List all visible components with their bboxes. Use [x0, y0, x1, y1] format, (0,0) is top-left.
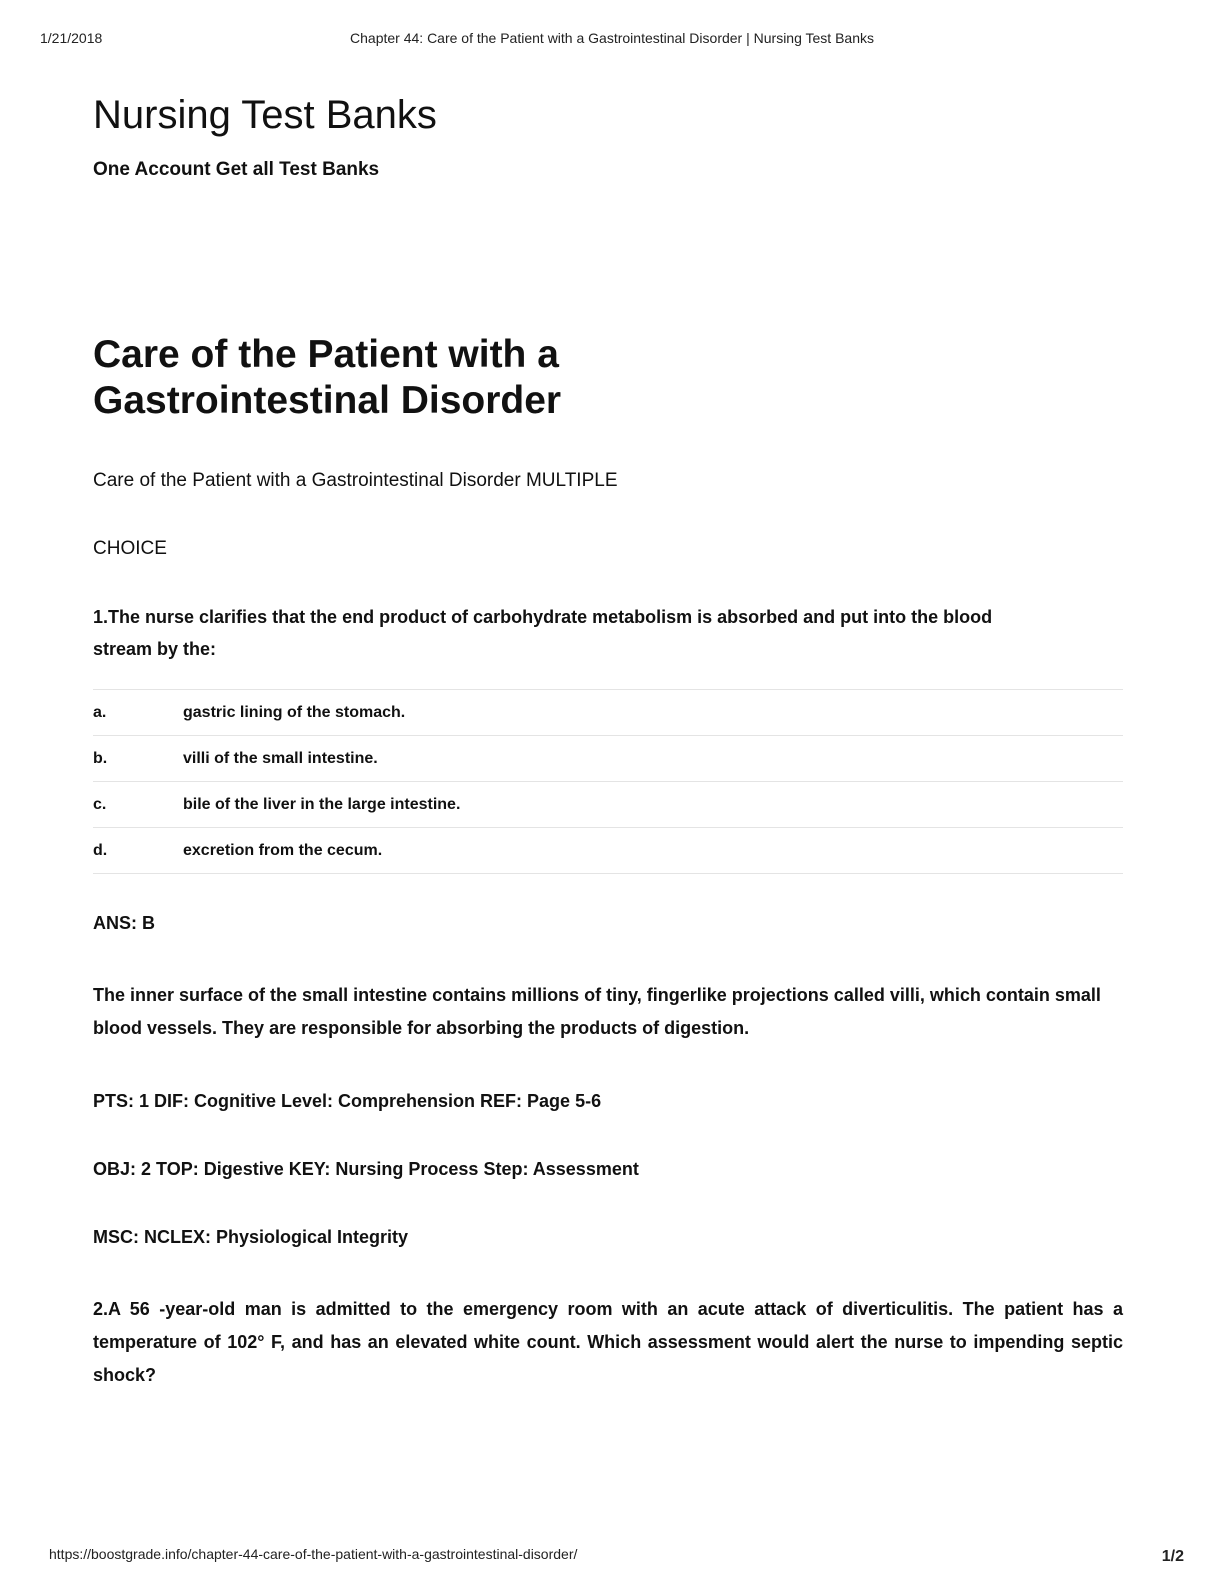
article-subtitle: Care of the Patient with a Gastrointestinal Disorder MULTIPLE [93, 470, 618, 491]
question-1-text-line2: stream by the: [93, 639, 217, 659]
question-1-text-line1: 1.The nurse clarifies that the end product of carbohydrate metabolism is absorbed and put into the blood [93, 607, 993, 627]
option-text: excretion from the cecum. [183, 841, 383, 859]
site-tagline: One Account Get all Test Banks [93, 159, 380, 180]
option-text: villi of the small intestine. [183, 749, 378, 767]
option-letter: b. [93, 749, 108, 767]
page-number: 1/2 [1161, 1548, 1184, 1565]
question-2: 2.A 56 -year-old man is admitted to the emergency room with an acute attack of diverticulitis. The patient has a temperature of 102° F, and has an elevated white count. Which assessment would alert the nurse to impending septic shock? [93, 1299, 1123, 1385]
option-row [93, 782, 1123, 828]
option-row [93, 736, 1123, 782]
print-header [40, 30, 1184, 48]
print-footer [40, 1546, 1184, 1566]
option-letter: d. [93, 841, 108, 859]
article-title: Care of the Patient with a Gastrointestinal Disorder [93, 333, 562, 422]
question-1 [93, 605, 1123, 661]
site-title[interactable]: Nursing Test Banks [93, 93, 437, 137]
question-meta-msc: MSC: NCLEX: Physiological Integrity [93, 1227, 409, 1247]
rationale: The inner surface of the small intestine contains millions of tiny, fingerlike projections called villi, which contain small blood vessels. They are responsible for absorbing the products of digestion. [93, 985, 1101, 1038]
main-content [93, 92, 1123, 1392]
option-letter: c. [93, 795, 107, 813]
print-date: 1/21/2018 [40, 30, 103, 46]
option-text: bile of the liver in the large intestine. [183, 795, 461, 813]
print-url: https://boostgrade.info/chapter-44-care-of-the-patient-with-a-gastrointestinal-disorder/ [49, 1546, 578, 1562]
answer: ANS: B [93, 913, 155, 933]
option-row [93, 828, 1123, 874]
question-meta-pts: PTS: 1 DIF: Cognitive Level: Comprehension REF: Page 5-6 [93, 1091, 602, 1111]
option-letter: a. [93, 703, 107, 721]
option-text: gastric lining of the stomach. [183, 703, 406, 721]
question-meta-obj: OBJ: 2 TOP: Digestive KEY: Nursing Process Step: Assessment [93, 1159, 639, 1179]
option-row [93, 690, 1123, 736]
choice-label: CHOICE [93, 538, 167, 559]
print-doc-title: Chapter 44: Care of the Patient with a Gastrointestinal Disorder | Nursing Test Banks [350, 30, 874, 46]
options-table [93, 689, 1123, 874]
